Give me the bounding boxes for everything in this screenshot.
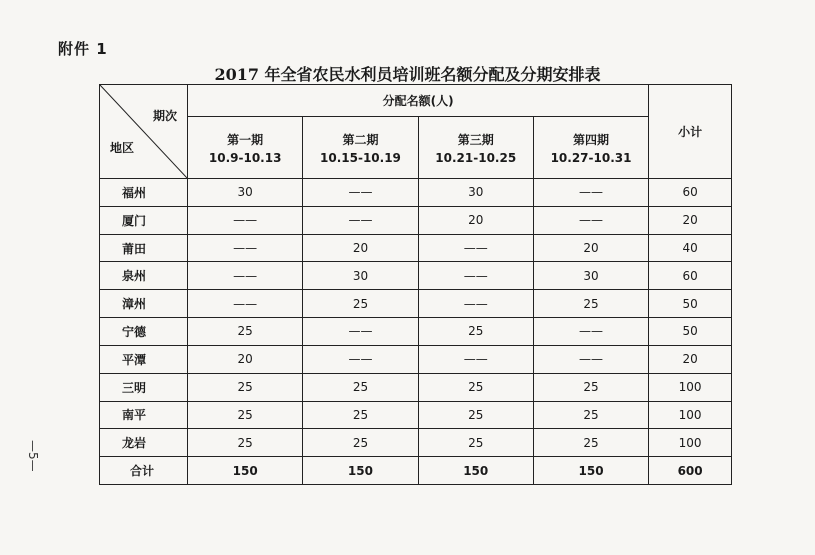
quota-cell: 25 [533, 373, 648, 401]
quota-cell: —— [303, 318, 418, 346]
quota-cell: —— [533, 206, 648, 234]
total-label: 合计 [100, 457, 188, 485]
quota-cell: 25 [188, 318, 303, 346]
quota-cell: —— [188, 234, 303, 262]
subtotal-header: 小计 [649, 85, 732, 179]
subtotal-cell: 50 [649, 290, 732, 318]
subtotal-cell: 60 [649, 262, 732, 290]
quota-cell: 25 [418, 318, 533, 346]
table-row [100, 234, 732, 262]
period-axis-label: 期次 [153, 109, 178, 123]
quota-cell: —— [188, 262, 303, 290]
table-body [100, 179, 732, 485]
period-header [188, 117, 303, 179]
table-row [100, 290, 732, 318]
table-row [100, 373, 732, 401]
quota-cell: 25 [188, 373, 303, 401]
quota-cell: 20 [303, 234, 418, 262]
subtotal-cell: 100 [649, 373, 732, 401]
table-row [100, 401, 732, 429]
quota-cell: 30 [533, 262, 648, 290]
quota-cell: 30 [188, 179, 303, 207]
table-row [100, 429, 732, 457]
period-header [303, 117, 418, 179]
quota-cell: 25 [533, 401, 648, 429]
quota-cell: 25 [533, 429, 648, 457]
subtotal-cell: 100 [649, 429, 732, 457]
region-name: 南平 [100, 401, 188, 429]
table-row [100, 262, 732, 290]
subtotal-cell: 600 [649, 457, 732, 485]
document-title: 2017 年全省农民水利员培训班名额分配及分期安排表 [214, 65, 601, 84]
region-name: 厦门 [100, 206, 188, 234]
quota-cell: —— [418, 290, 533, 318]
subtotal-cell: 100 [649, 401, 732, 429]
region-name: 宁德 [100, 318, 188, 346]
quota-cell: 25 [303, 429, 418, 457]
attachment-label: 附件 1 [58, 40, 108, 58]
period-dates: 10.9-10.13 [208, 150, 282, 165]
region-axis-label: 地区 [110, 141, 135, 155]
allocation-group-header: 分配名额(人) [188, 85, 649, 117]
quota-cell: 25 [188, 401, 303, 429]
quota-cell: —— [533, 345, 648, 373]
table-row [100, 179, 732, 207]
region-name: 福州 [100, 179, 188, 207]
quota-cell: —— [303, 206, 418, 234]
quota-cell: 25 [418, 373, 533, 401]
region-name: 漳州 [100, 290, 188, 318]
subtotal-cell: 20 [649, 206, 732, 234]
quota-cell: —— [418, 234, 533, 262]
diagonal-header-cell [100, 85, 188, 179]
period-dates: 10.27-10.31 [550, 150, 632, 165]
quota-cell: —— [418, 345, 533, 373]
quota-cell: 150 [188, 457, 303, 485]
quota-cell: —— [533, 179, 648, 207]
diagonal-line [100, 85, 187, 178]
quota-cell: 25 [533, 290, 648, 318]
quota-cell: —— [533, 318, 648, 346]
quota-cell: 25 [303, 401, 418, 429]
page-number: —5— [26, 440, 40, 472]
quota-cell: 150 [533, 457, 648, 485]
allocation-table [99, 84, 732, 485]
quota-cell: 25 [303, 290, 418, 318]
subtotal-cell: 50 [649, 318, 732, 346]
quota-cell: 150 [303, 457, 418, 485]
period-header [418, 117, 533, 179]
quota-cell: 20 [533, 234, 648, 262]
quota-cell: 20 [418, 206, 533, 234]
quota-cell: 25 [303, 373, 418, 401]
period-name: 第三期 [457, 132, 494, 147]
period-header [533, 117, 648, 179]
quota-cell: —— [303, 179, 418, 207]
region-name: 平潭 [100, 345, 188, 373]
quota-cell: —— [303, 345, 418, 373]
subtotal-cell: 60 [649, 179, 732, 207]
period-name: 第四期 [573, 132, 610, 147]
table-row [100, 345, 732, 373]
quota-cell: 150 [418, 457, 533, 485]
quota-cell: 25 [418, 401, 533, 429]
period-name: 第一期 [227, 132, 264, 147]
quota-cell: —— [188, 206, 303, 234]
region-name: 莆田 [100, 234, 188, 262]
quota-cell: —— [418, 262, 533, 290]
quota-cell: —— [188, 290, 303, 318]
quota-cell: 25 [418, 429, 533, 457]
region-name: 三明 [100, 373, 188, 401]
quota-cell: 20 [188, 345, 303, 373]
total-row [100, 457, 732, 485]
region-name: 泉州 [100, 262, 188, 290]
region-name: 龙岩 [100, 429, 188, 457]
quota-cell: 30 [303, 262, 418, 290]
quota-cell: 25 [188, 429, 303, 457]
period-name: 第二期 [342, 132, 379, 147]
subtotal-cell: 40 [649, 234, 732, 262]
subtotal-cell: 20 [649, 345, 732, 373]
period-dates: 10.15-10.19 [320, 150, 401, 165]
quota-cell: 30 [418, 179, 533, 207]
table-row [100, 318, 732, 346]
table-row [100, 206, 732, 234]
period-dates: 10.21-10.25 [435, 150, 517, 165]
